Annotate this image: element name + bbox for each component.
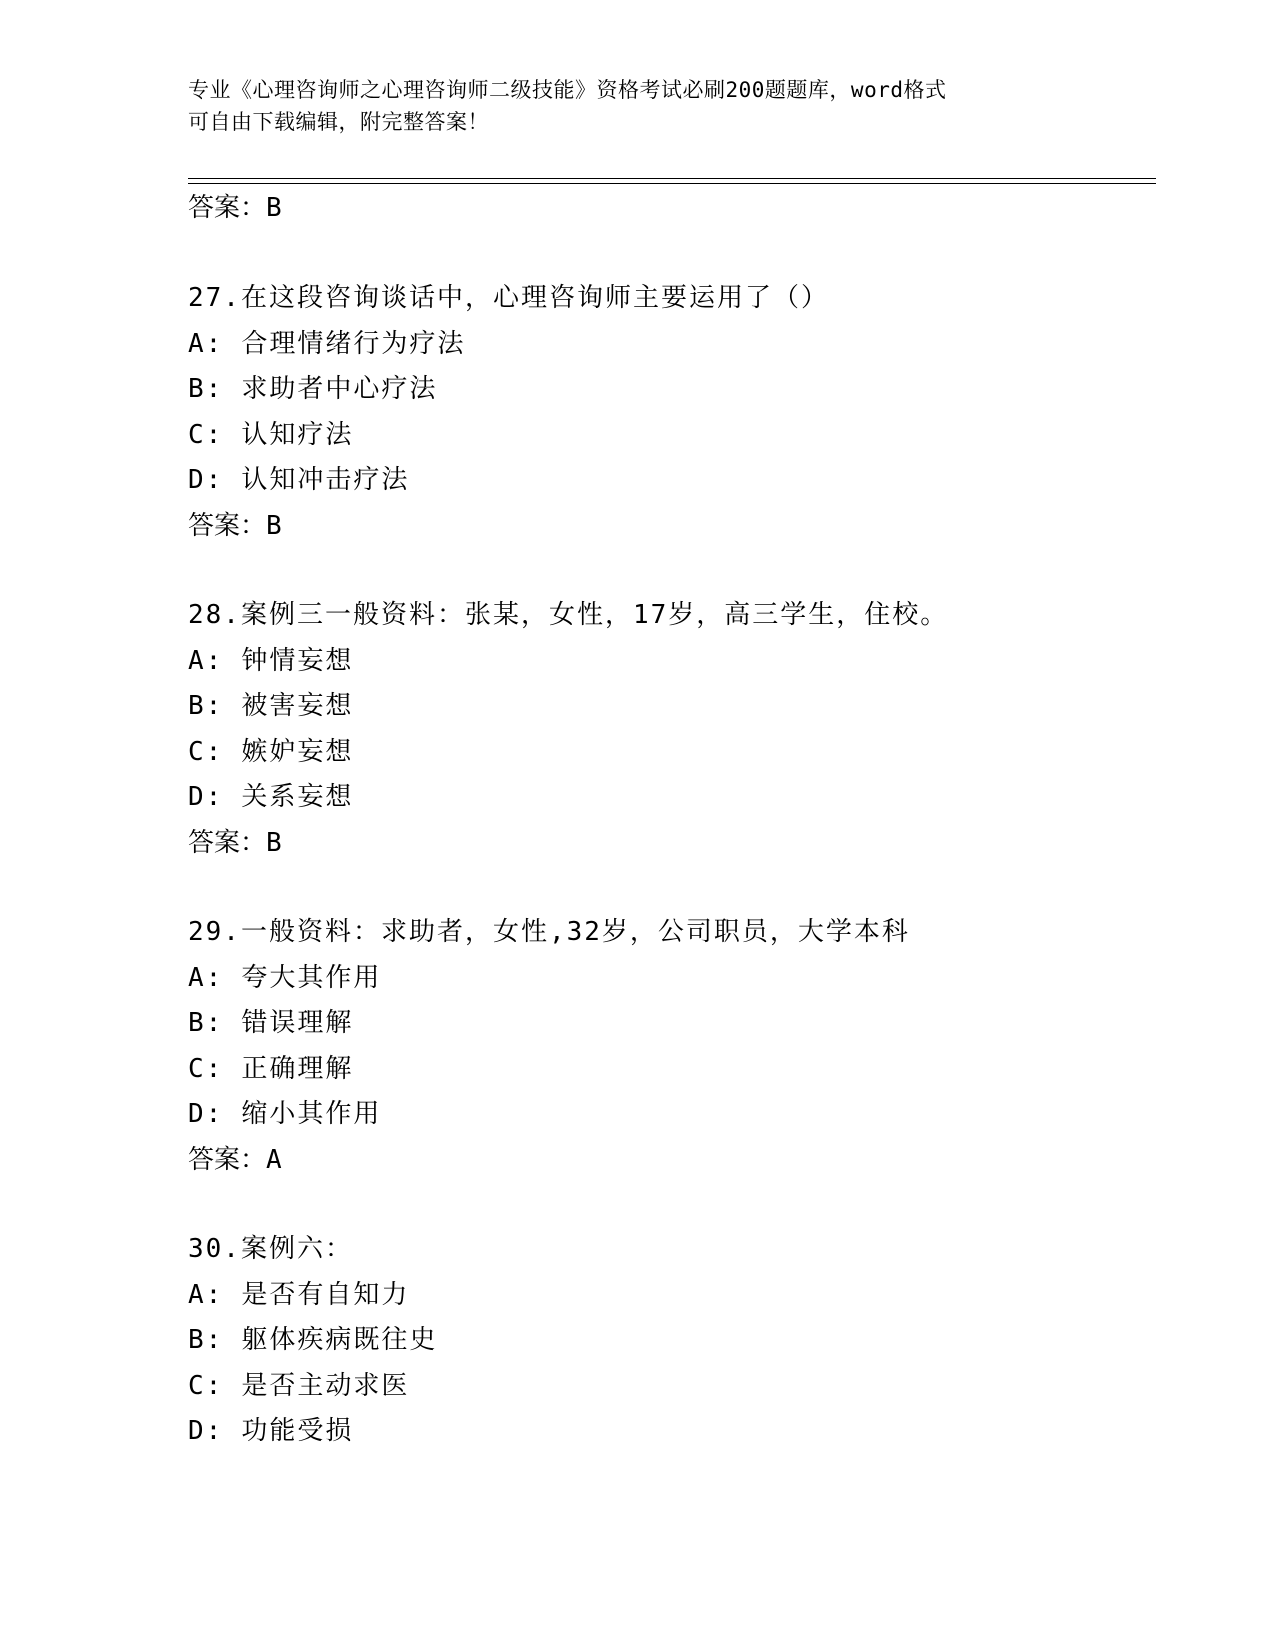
answer-label: 答案：: [188, 828, 267, 858]
question-block-27: [188, 276, 1148, 504]
answer-value: A: [266, 1145, 282, 1175]
question-block-30: [188, 1227, 1148, 1455]
answer-label: 答案：: [188, 193, 267, 223]
option-a: A: 夸大其作用: [188, 962, 382, 993]
header-divider-top: [188, 178, 1156, 179]
answer-value: B: [266, 511, 282, 541]
option-a: A: 合理情绪行为疗法: [188, 328, 466, 359]
answer-label: 答案：: [188, 511, 267, 541]
question-block-29: [188, 910, 1148, 1138]
question-title: 29.一般资料：求助者，女性,32岁，公司职员，大学本科: [188, 917, 910, 947]
document-header: [188, 74, 1068, 138]
header-line-2: 可自由下载编辑，附完整答案！: [188, 110, 489, 134]
option-a: A: 是否有自知力: [188, 1279, 410, 1310]
option-d: D: 功能受损: [188, 1416, 354, 1446]
answer-value: B: [266, 828, 282, 858]
option-d: D: 认知冲击疗法: [188, 465, 410, 495]
question-title: 30.案例六：: [188, 1234, 353, 1264]
option-c: C: 正确理解: [188, 1053, 354, 1084]
answer-value: B: [266, 193, 282, 223]
option-b: B: 错误理解: [188, 1008, 354, 1038]
option-b: B: 求助者中心疗法: [188, 374, 438, 404]
header-line-1: 专业《心理咨询师之心理咨询师二级技能》资格考试必刷200题题库，word格式: [188, 78, 947, 102]
answer-line: [188, 1144, 282, 1176]
option-b: B: 被害妄想: [188, 691, 354, 721]
question-title: 27.在这段咨询谈话中，心理咨询师主要运用了（）: [188, 283, 829, 313]
option-d: D: 关系妄想: [188, 782, 354, 812]
header-divider-bottom: [188, 183, 1156, 184]
answer-line: [188, 510, 282, 542]
question-block-28: [188, 593, 1148, 821]
option-a: A: 钟情妄想: [188, 645, 354, 676]
answer-line: [188, 192, 282, 224]
option-c: C: 嫉妒妄想: [188, 736, 354, 767]
option-b: B: 躯体疾病既往史: [188, 1325, 438, 1355]
answer-line: [188, 827, 282, 859]
question-title: 28.案例三一般资料：张某，女性，17岁，高三学生，住校。: [188, 600, 949, 630]
option-c: C: 认知疗法: [188, 419, 354, 450]
option-d: D: 缩小其作用: [188, 1099, 382, 1129]
answer-label: 答案：: [188, 1145, 267, 1175]
option-c: C: 是否主动求医: [188, 1370, 410, 1401]
